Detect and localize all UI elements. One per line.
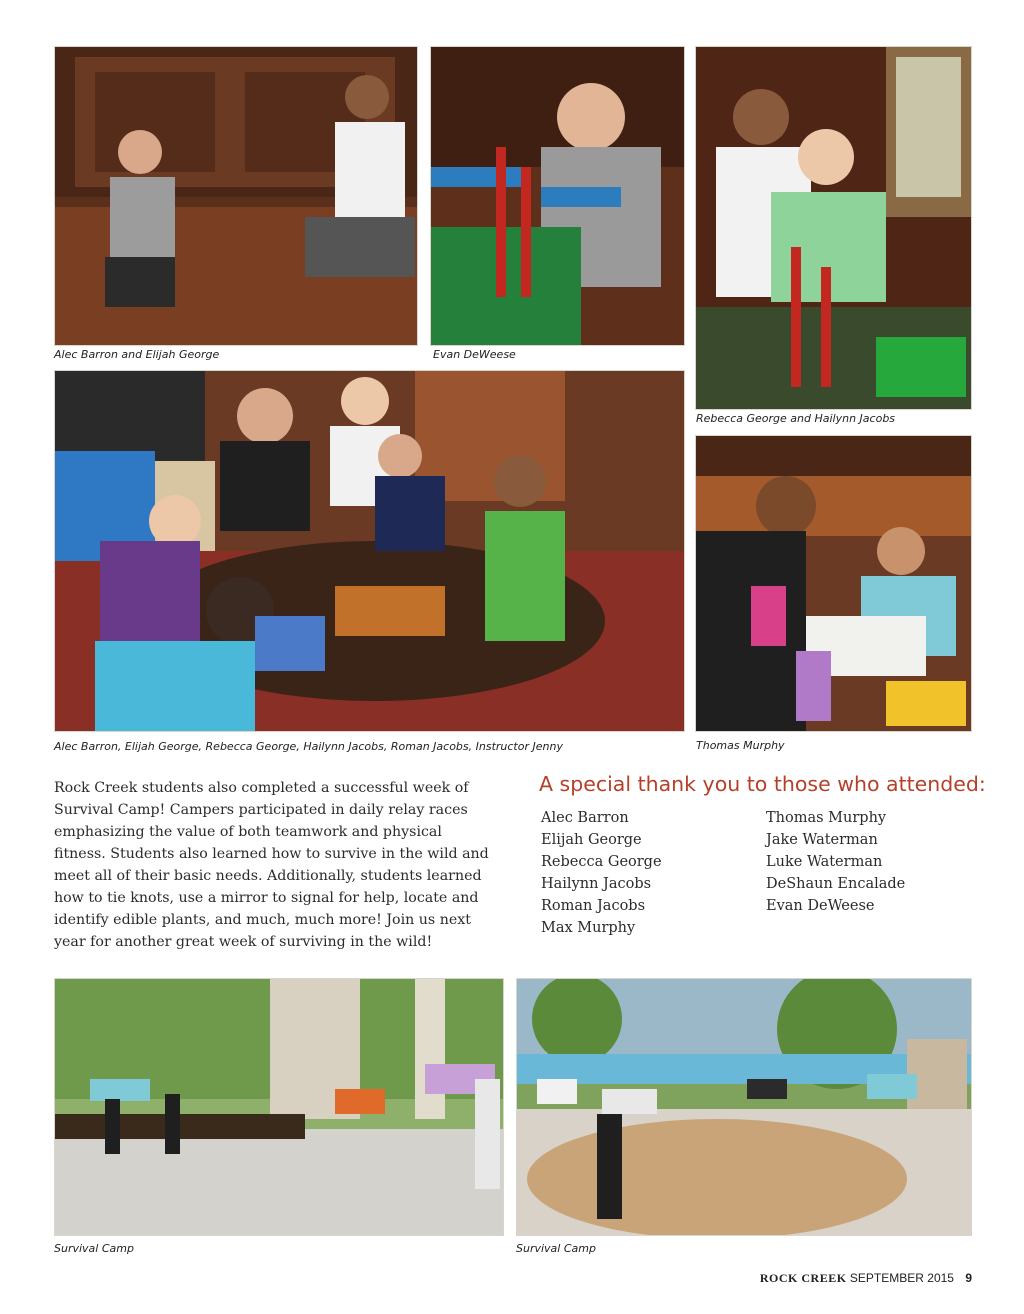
caption-photo-1: Alec Barron and Elijah George <box>54 348 220 361</box>
attendee-name: Elijah George <box>541 832 642 848</box>
attendee-name: Rebecca George <box>541 854 662 870</box>
caption-photo-6: Survival Camp <box>54 1242 134 1255</box>
attendee-name: Max Murphy <box>541 920 636 936</box>
attendee-name: Alec Barron <box>541 810 629 826</box>
page-footer <box>760 1271 972 1286</box>
attendees-column-2 <box>766 807 905 917</box>
photo-evan <box>430 46 685 346</box>
caption-photo-4: Alec Barron, Elijah George, Rebecca George, Hailynn Jacobs, Roman Jacobs, Instructor Jenny <box>54 740 563 753</box>
attendee-name: Thomas Murphy <box>766 810 887 826</box>
photo-thomas <box>695 435 972 732</box>
caption-photo-3: Rebecca George and Hailynn Jacobs <box>696 412 896 425</box>
attendees-column-1 <box>541 807 662 939</box>
issue-date: SEPTEMBER 2015 <box>849 1271 954 1285</box>
thanks-heading: A special thank you to those who attended: <box>539 772 986 796</box>
attendee-name: Evan DeWeese <box>766 898 875 914</box>
magazine-name: ROCK CREEK <box>759 1271 847 1285</box>
caption-photo-5: Thomas Murphy <box>696 739 785 752</box>
article-paragraph: Rock Creek students also completed a successful week of Survival Camp! Campers participated in daily relay races emphasizing the value of both teamwork and physical fitness. Students also learned how to survive in the wild and meet all of their basic needs. Additionally, students learned how to tie knots, use a mirror to signal for help, locate and identify edible plants, and much, much more! Join us next year for another great week of surviving in the wild! <box>54 780 489 950</box>
photo-rebecca-hailynn <box>695 46 972 410</box>
photo-survival-camp-2 <box>516 978 972 1236</box>
page-number: 9 <box>965 1271 972 1285</box>
attendee-name: Jake Waterman <box>766 832 878 848</box>
attendee-name: DeShaun Encalade <box>766 876 906 892</box>
attendee-name: Hailynn Jacobs <box>541 876 652 892</box>
photo-survival-camp-1 <box>54 978 504 1236</box>
caption-photo-2: Evan DeWeese <box>433 348 516 361</box>
photo-alec-elijah <box>54 46 418 346</box>
caption-photo-7: Survival Camp <box>516 1242 596 1255</box>
attendee-name: Roman Jacobs <box>541 898 646 914</box>
attendee-name: Luke Waterman <box>766 854 883 870</box>
article-body <box>54 777 494 953</box>
photo-group-table <box>54 370 685 732</box>
